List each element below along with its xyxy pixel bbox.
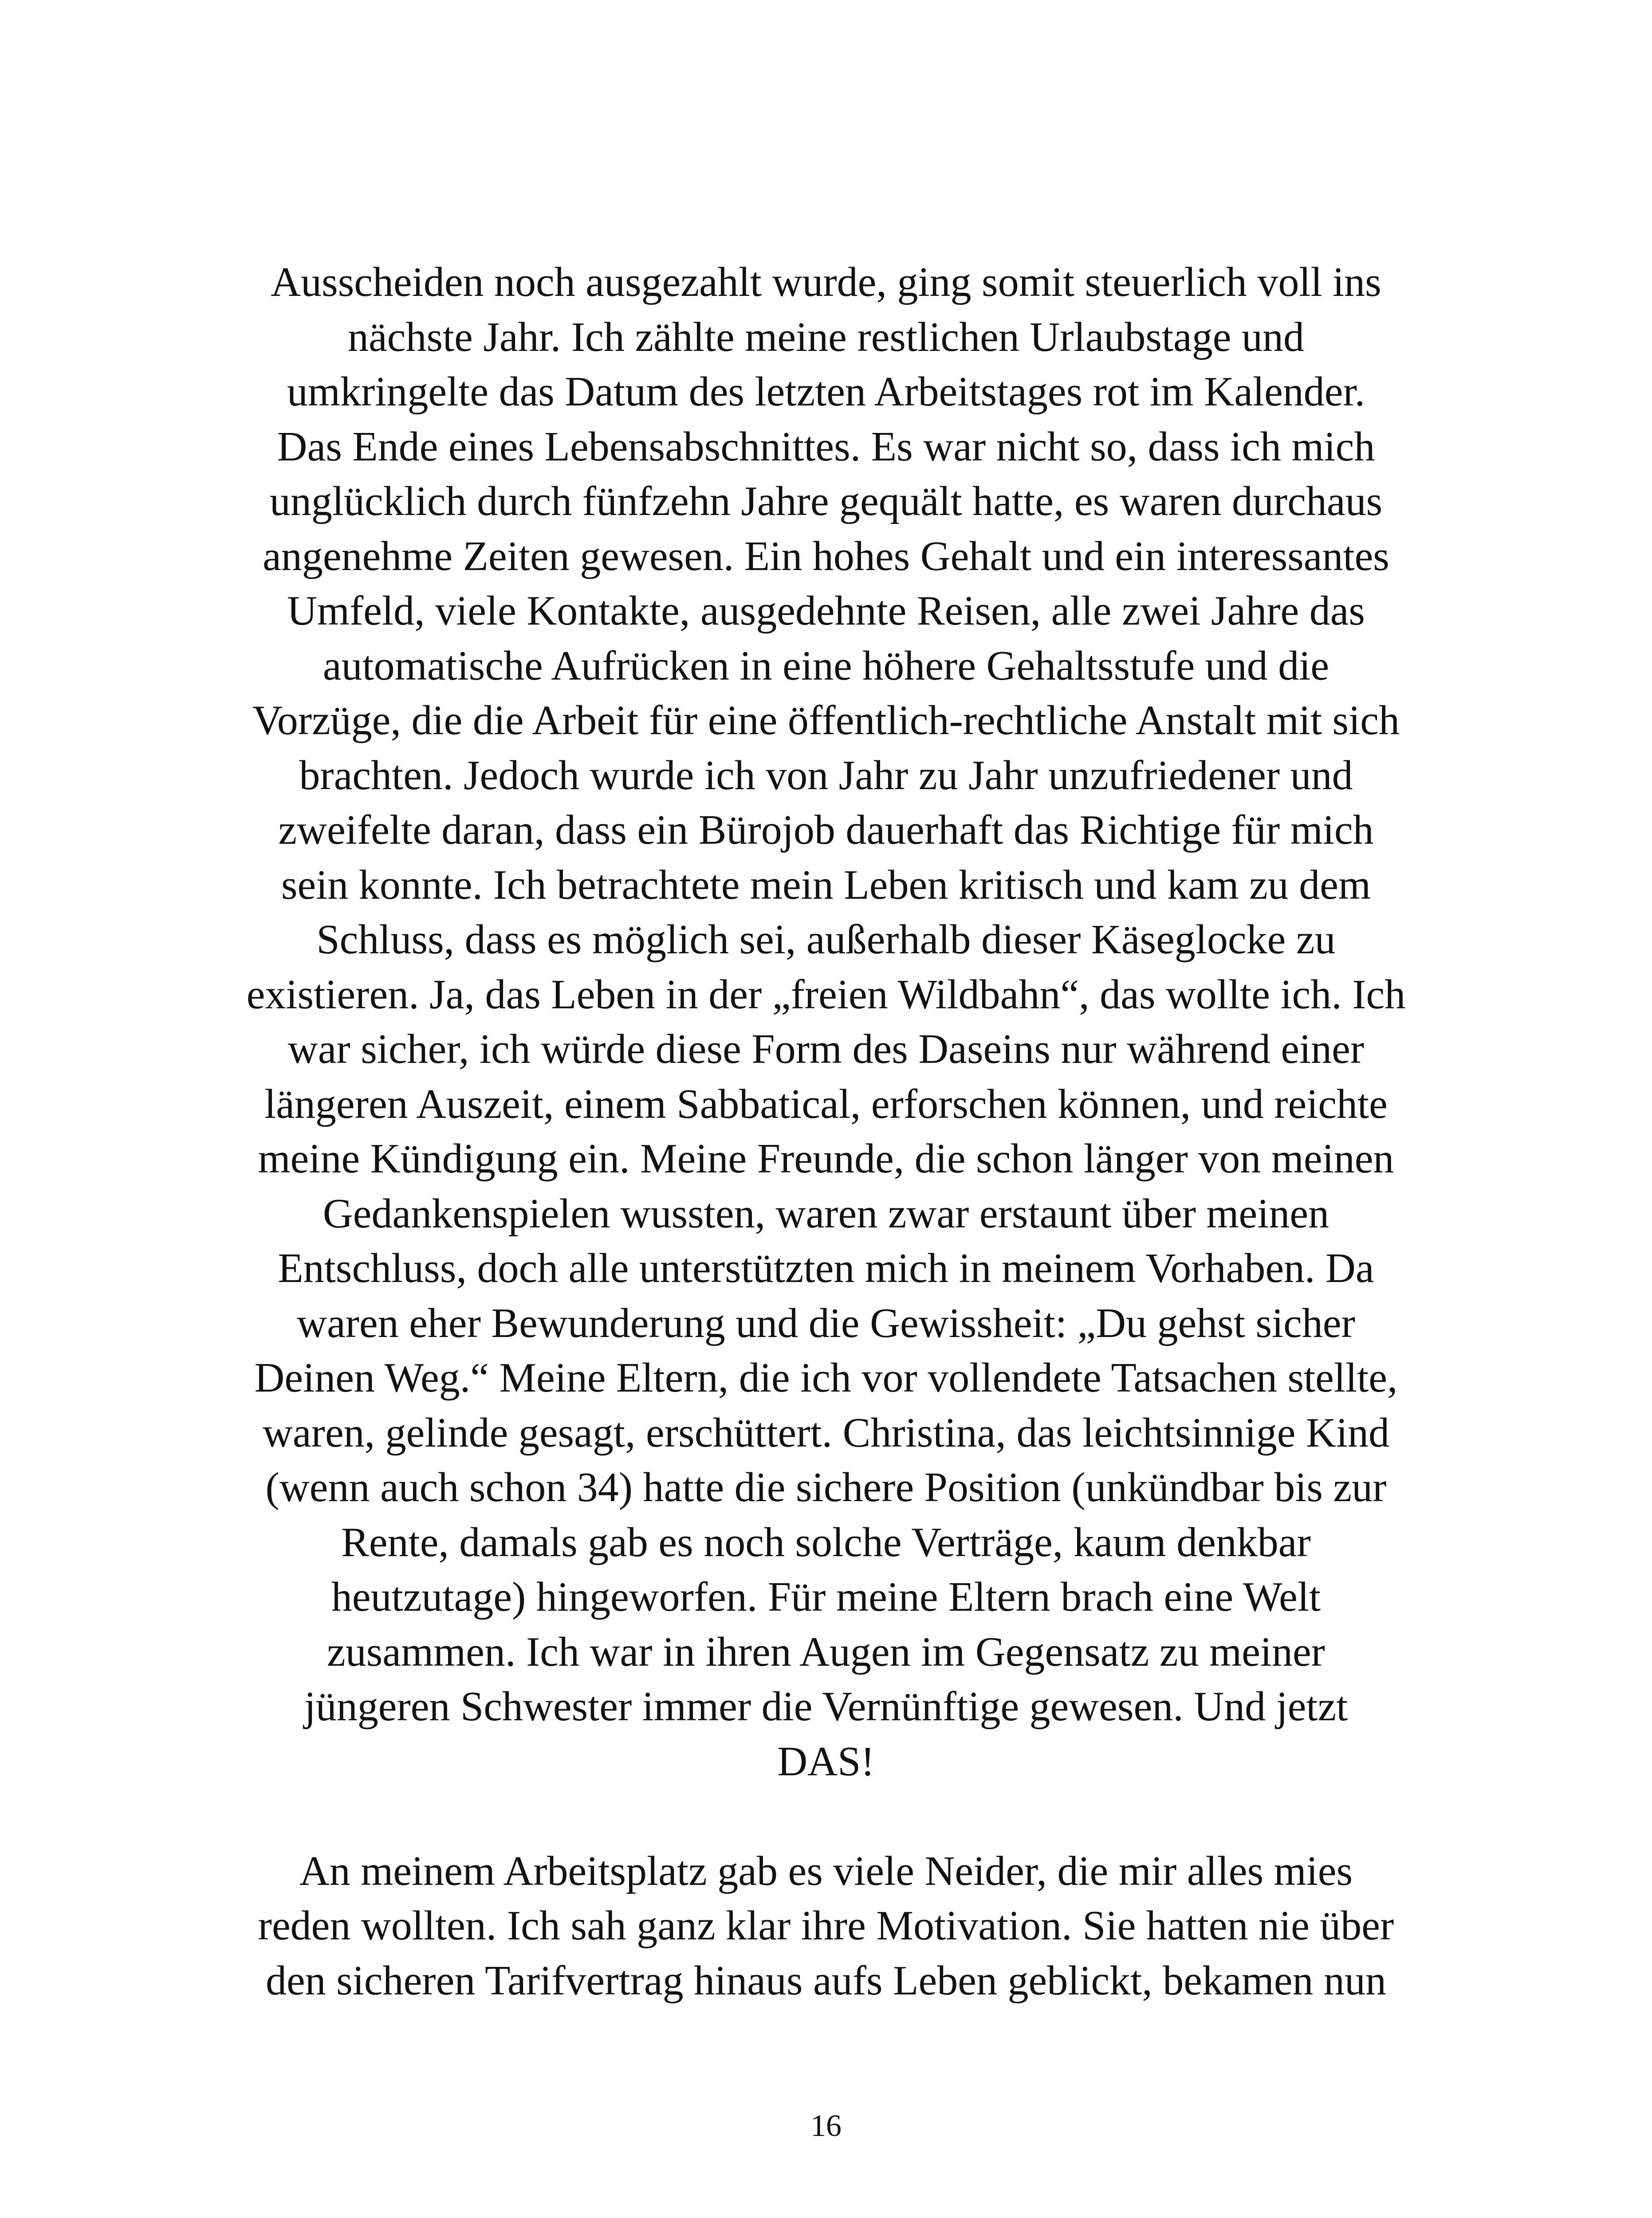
text-line: Entschluss, doch alle unterstützten mich in meinem Vorhaben. Da — [278, 1245, 1374, 1291]
text-line: Umfeld, viele Kontakte, ausgedehnte Reisen, alle zwei Jahre das — [287, 588, 1365, 634]
text-line: sein konnte. Ich betrachtete mein Leben kritisch und kam zu dem — [281, 861, 1371, 908]
text-line: zweifelte daran, dass ein Bürojob dauerhaft das Richtige für mich — [278, 807, 1374, 853]
text-line: Gedankenspielen wussten, waren zwar erstaunt über meinen — [323, 1190, 1329, 1237]
text-line: zusammen. Ich war in ihren Augen im Gegensatz zu meiner — [327, 1628, 1325, 1675]
text-line: angenehme Zeiten gewesen. Ein hohes Gehalt und ein interessantes — [263, 533, 1389, 579]
text-line: DAS! — [777, 1738, 875, 1785]
text-line: war sicher, ich würde diese Form des Daseins nur während einer — [287, 1026, 1365, 1072]
text-line: unglücklich durch fünfzehn Jahre gequält hatte, es waren durchaus — [269, 478, 1383, 524]
text-line: den sicheren Tarifvertrag hinaus aufs Leben geblickt, bekamen nun — [265, 1957, 1387, 2004]
text-line: umkringelte das Datum des letzten Arbeitstages rot im Kalender. — [287, 369, 1365, 415]
text-line: längeren Auszeit, einem Sabbatical, erforschen können, und reichte — [264, 1081, 1388, 1127]
text-line: Das Ende eines Lebensabschnittes. Es war nicht so, dass ich mich — [277, 423, 1375, 470]
text-line: meine Kündigung ein. Meine Freunde, die schon länger von meinen — [258, 1136, 1394, 1182]
text-line: brachten. Jedoch wurde ich von Jahr zu Jahr unzufriedener und — [299, 752, 1353, 798]
text-line: Vorzüge, die die Arbeit für eine öffentlich-rechtliche Anstalt mit sich — [252, 697, 1400, 743]
text-line: Ausscheiden noch ausgezahlt wurde, ging somit steuerlich voll ins — [271, 259, 1381, 305]
text-line: Schluss, dass es möglich sei, außerhalb dieser Käseglocke zu — [316, 916, 1336, 963]
paragraph — [186, 1844, 1466, 2009]
text-line: jüngeren Schwester immer die Vernünftige gewesen. Und jetzt — [304, 1683, 1348, 1730]
text-line: heutzutage) hingeworfen. Für meine Eltern brach eine Welt — [331, 1574, 1321, 1620]
text-line: existieren. Ja, das Leben in der „freien Wildbahn“, das wollte ich. Ich — [246, 971, 1406, 1018]
body-text — [186, 255, 1466, 2008]
text-line: Rente, damals gab es noch solche Verträge, kaum denkbar — [341, 1519, 1311, 1565]
text-line: An meinem Arbeitsplatz gab es viele Neider, die mir alles mies — [299, 1848, 1353, 1894]
page-number: 16 — [810, 2109, 842, 2143]
text-line: Deinen Weg.“ Meine Eltern, die ich vor vollendete Tatsachen stellte, — [254, 1355, 1398, 1401]
text-line: nächste Jahr. Ich zählte meine restlichen Urlaubstage und — [348, 314, 1304, 360]
paragraph-spacer — [186, 1789, 1466, 1844]
text-line: reden wollten. Ich sah ganz klar ihre Motivation. Sie hatten nie über — [258, 1903, 1394, 1949]
text-line: waren, gelinde gesagt, erschüttert. Christina, das leichtsinnige Kind — [263, 1409, 1389, 1456]
paragraph — [186, 255, 1466, 1789]
text-line: (wenn auch schon 34) hatte die sichere Position (unkündbar bis zur — [265, 1464, 1387, 1510]
text-line: waren eher Bewunderung und die Gewissheit: „Du gehst sicher — [297, 1300, 1355, 1346]
text-line: automatische Aufrücken in eine höhere Gehaltsstufe und die — [323, 642, 1329, 689]
